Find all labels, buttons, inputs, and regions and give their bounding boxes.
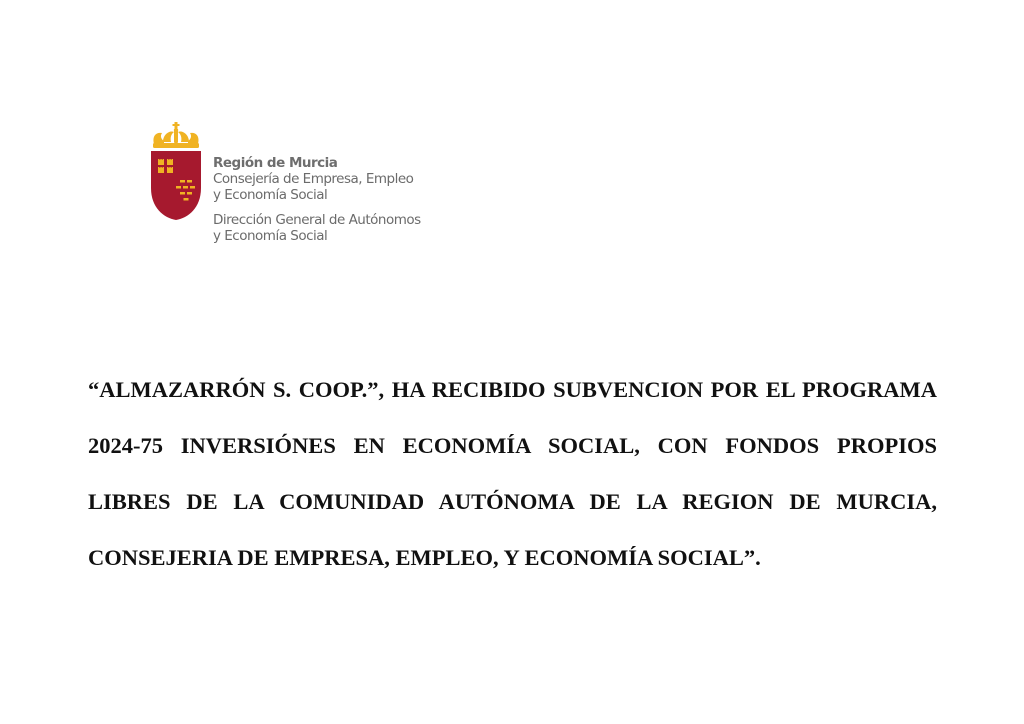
organization-logo: [150, 122, 450, 262]
region-de-murcia-coat-of-arms-icon: [150, 122, 202, 222]
organization-name-block: [213, 155, 421, 244]
department-name-line-2: y Economía Social: [213, 187, 328, 203]
spacer: [213, 203, 421, 212]
department-name-line-1: Consejería de Empresa, Empleo: [213, 171, 414, 187]
subsidy-statement: “ALMAZARRÓN S. COOP.”, HA RECIBIDO SUBVENCION POR EL PROGRAMA 2024-75 INVERSIÓNES EN ECONOMÍA SOCIAL, CON FONDOS PROPIOS LIBRES DE LA COMUNIDAD AUTÓNOMA DE LA REGION DE MURCIA, CONSEJERIA DE EMPRESA, EMPLEO, Y ECONOMÍA SOCIAL”.: [88, 377, 937, 570]
organization-name: Región de Murcia: [213, 155, 338, 171]
directorate-name-line-1: Dirección General de Autónomos: [213, 212, 421, 228]
directorate-name-line-2: y Economía Social: [213, 228, 328, 244]
